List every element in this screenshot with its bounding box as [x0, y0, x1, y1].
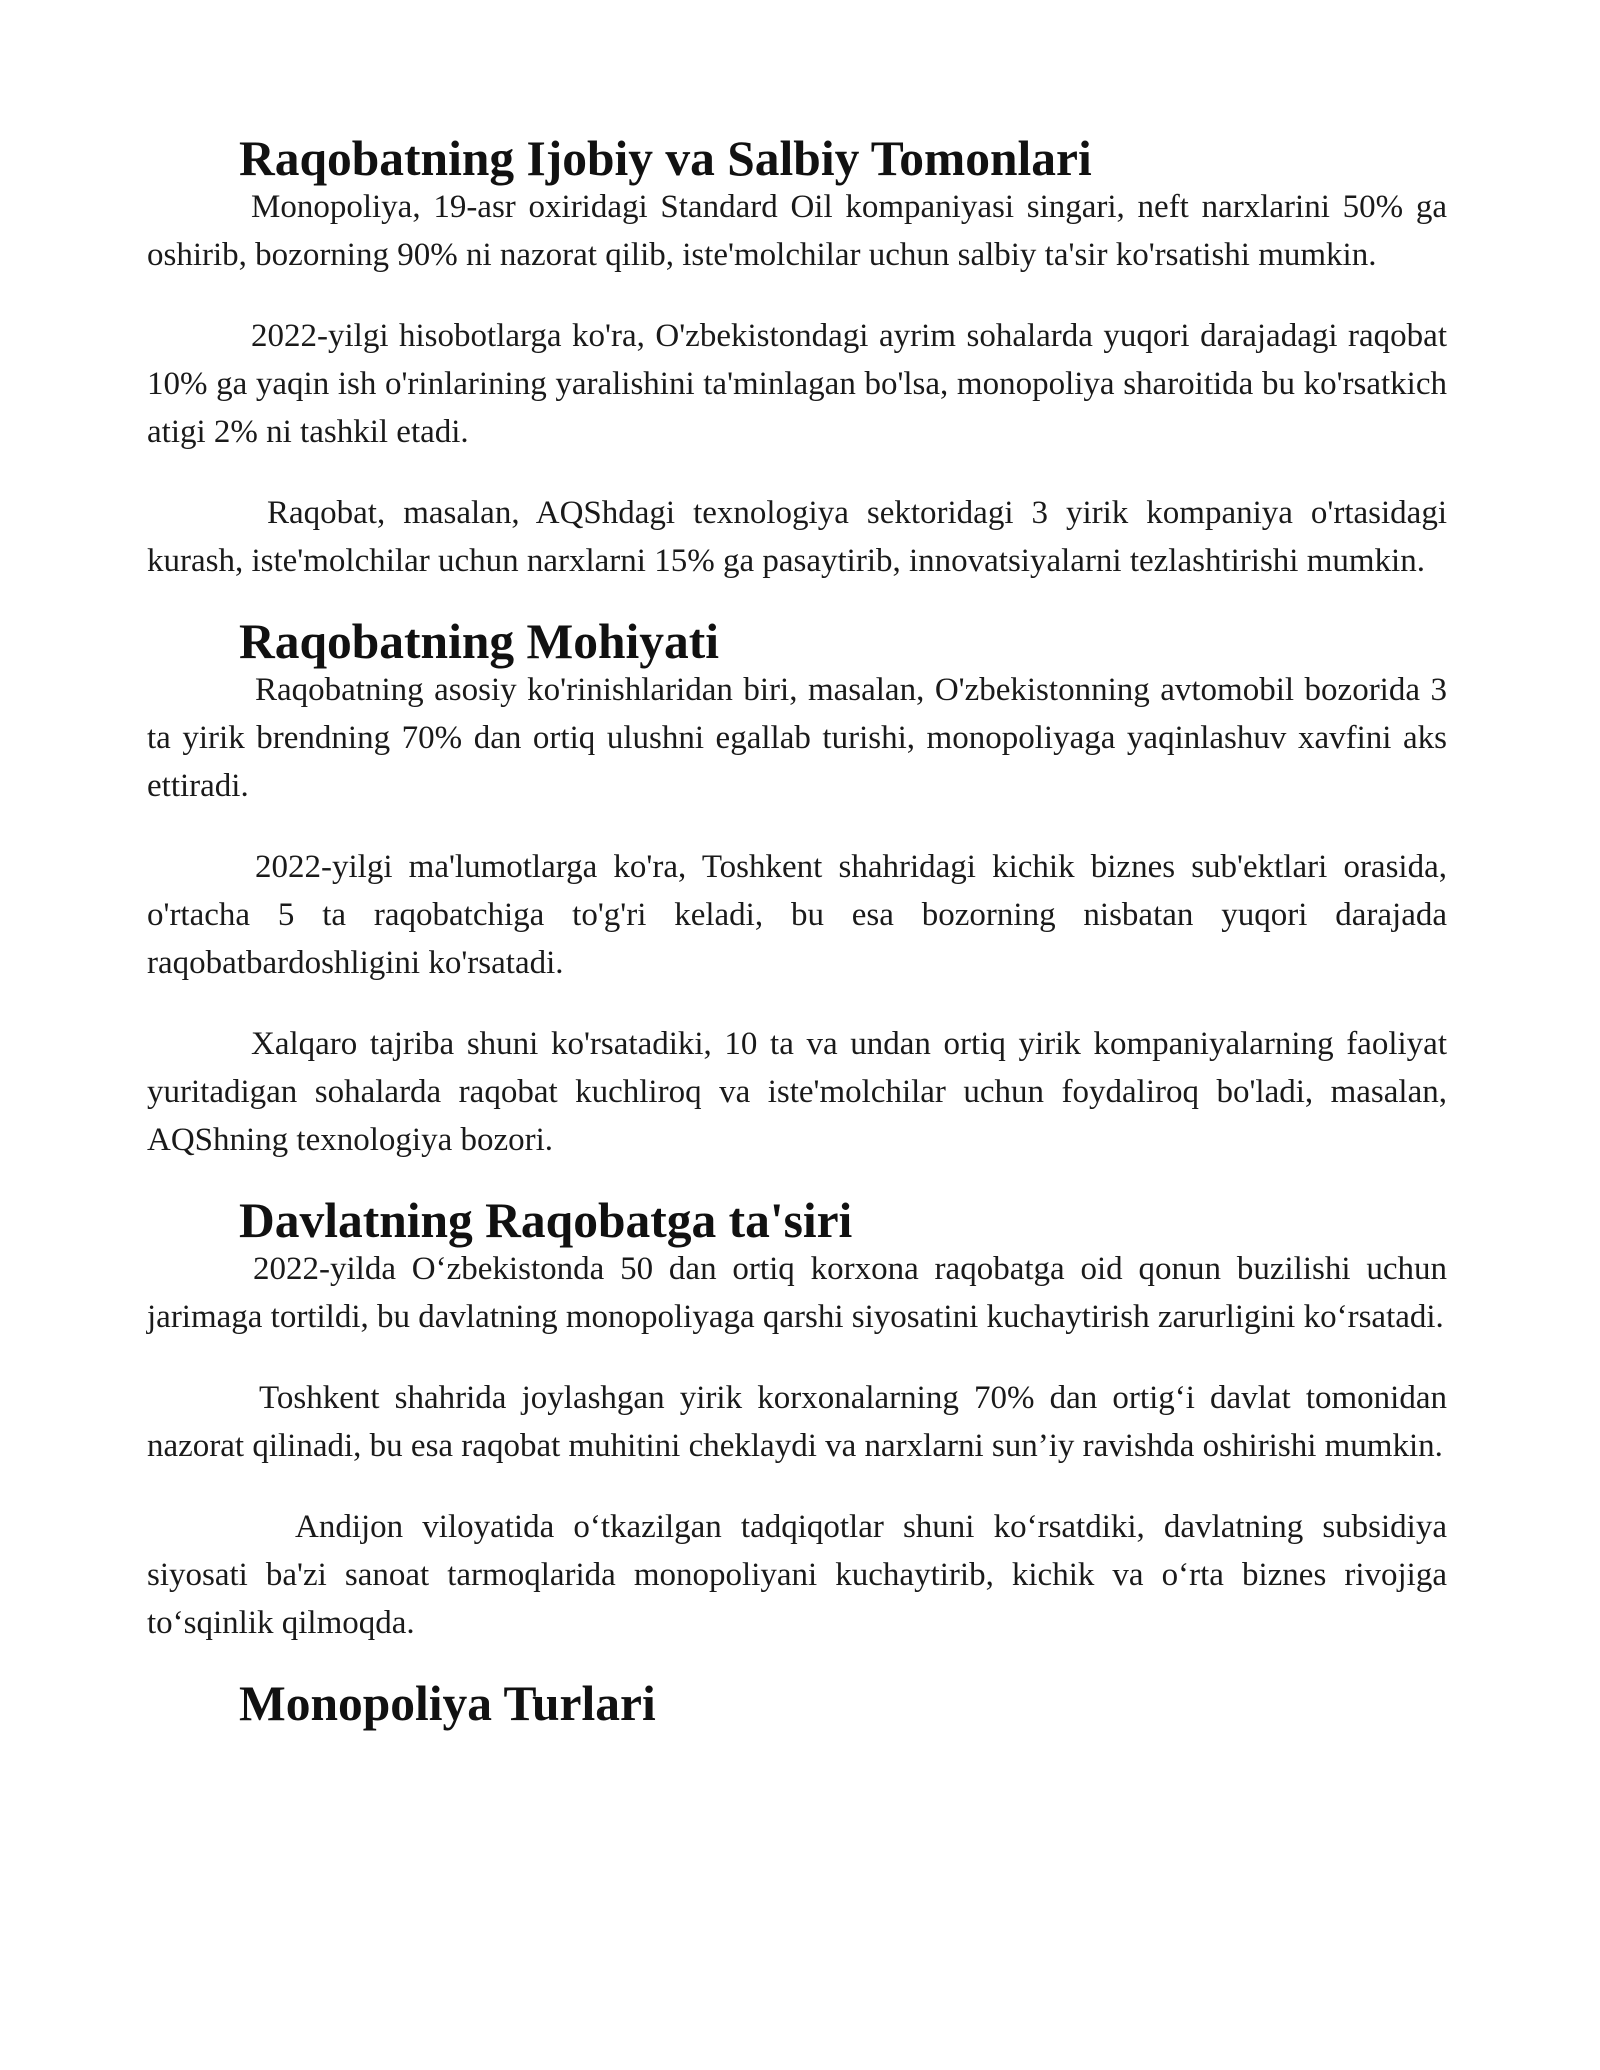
document-page [147, 131, 1447, 1731]
paragraph: 2022-yilda O‘zbekistonda 50 dan ortiq korxona raqobatga oid qonun buzilishi uchun jarimaga tortildi, bu davlatning monopoliyaga qarshi siyosatini kuchaytirish zarurligini ko‘rsatadi. [147, 1251, 1447, 1335]
paragraph: Monopoliya, 19-asr oxiridagi Standard Oil kompaniyasi singari, neft narxlarini 50% ga oshirib, bozorning 90% ni nazorat qilib, iste'molchilar uchun salbiy ta'sir ko'rsatishi mumkin. [147, 189, 1447, 273]
paragraph: 2022-yilgi hisobotlarga ko'ra, O'zbekistondagi ayrim sohalarda yuqori darajadagi raqobat 10% ga yaqin ish o'rinlarining yaralishini ta'minlagan bo'lsa, monopoliya sharoitida bu ko'rsatkich atigi 2% ni tashkil etadi. [147, 318, 1447, 450]
section-heading: Monopoliya Turlari [239, 1676, 656, 1731]
section-heading: Davlatning Raqobatga ta'siri [239, 1193, 853, 1248]
paragraph: Toshkent shahrida joylashgan yirik korxonalarning 70% dan ortig‘i davlat tomonidan nazorat qilinadi, bu esa raqobat muhitini cheklaydi va narxlarni sun’iy ravishda oshirishi mumkin. [147, 1380, 1447, 1464]
paragraph: Raqobatning asosiy ko'rinishlaridan biri, masalan, O'zbekistonning avtomobil bozorida 3 ta yirik brendning 70% dan ortiq ulushni egallab turishi, monopoliyaga yaqinlashuv xavfini aks ettiradi. [147, 672, 1447, 804]
section-heading: Raqobatning Mohiyati [239, 614, 719, 669]
paragraph: Andijon viloyatida o‘tkazilgan tadqiqotlar shuni ko‘rsatdiki, davlatning subsidiya siyosati ba'zi sanoat tarmoqlarida monopoliyani kuchaytirib, kichik va o‘rta biznes rivojiga to‘sqinlik qilmoqda. [147, 1509, 1447, 1641]
paragraph: 2022-yilgi ma'lumotlarga ko'ra, Toshkent shahridagi kichik biznes sub'ektlari orasida, o'rtacha 5 ta raqobatchiga to'g'ri keladi, bu esa bozorning nisbatan yuqori darajada raqobatbardoshligini ko'rsatadi. [147, 849, 1447, 981]
paragraph: Raqobat, masalan, AQShdagi texnologiya sektoridagi 3 yirik kompaniya o'rtasidagi kurash, iste'molchilar uchun narxlarni 15% ga pasaytirib, innovatsiyalarni tezlashtirishi mumkin. [147, 495, 1447, 579]
section-heading: Raqobatning Ijobiy va Salbiy Tomonlari [239, 131, 1092, 186]
paragraph: Xalqaro tajriba shuni ko'rsatadiki, 10 ta va undan ortiq yirik kompaniyalarning faoliyat yuritadigan sohalarda raqobat kuchliroq va iste'molchilar uchun foydaliroq bo'ladi, masalan, AQShning texnologiya bozori. [147, 1026, 1447, 1158]
